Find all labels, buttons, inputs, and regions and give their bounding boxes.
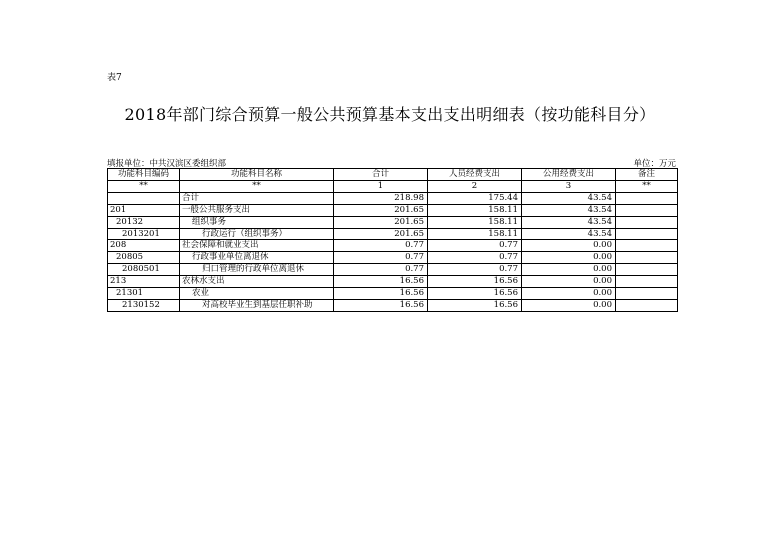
cell-note [616, 228, 678, 240]
budget-table [107, 168, 678, 312]
table-row [108, 288, 678, 300]
index-row [108, 180, 678, 192]
cell-total: 0.77 [334, 240, 428, 252]
header-name: 功能科目名称 [180, 169, 334, 181]
cell-name: 对高校毕业生到基层任职补助 [180, 299, 334, 311]
cell-code: 208 [108, 240, 180, 252]
cell-personnel: 158.11 [428, 204, 522, 216]
cell-note [616, 299, 678, 311]
cell-note [616, 276, 678, 288]
cell-name: 行政运行（组织事务） [180, 228, 334, 240]
index-name: ** [180, 180, 334, 192]
cell-total: 16.56 [334, 299, 428, 311]
index-note: ** [616, 180, 678, 192]
index-personnel: 2 [428, 180, 522, 192]
cell-personnel: 16.56 [428, 288, 522, 300]
cell-total: 218.98 [334, 192, 428, 204]
cell-note [616, 240, 678, 252]
cell-personnel: 16.56 [428, 299, 522, 311]
cell-total: 201.65 [334, 228, 428, 240]
cell-code: 2130152 [108, 299, 180, 311]
cell-note [616, 204, 678, 216]
cell-public: 0.00 [522, 264, 616, 276]
cell-personnel: 0.77 [428, 252, 522, 264]
table-number: 表7 [107, 73, 122, 83]
header-public: 公用经费支出 [522, 169, 616, 181]
cell-name: 归口管理的行政单位离退休 [180, 264, 334, 276]
cell-note [616, 252, 678, 264]
cell-code: 201 [108, 204, 180, 216]
cell-public: 0.00 [522, 240, 616, 252]
cell-total: 201.65 [334, 216, 428, 228]
index-code: ** [108, 180, 180, 192]
cell-public: 43.54 [522, 228, 616, 240]
cell-public: 43.54 [522, 192, 616, 204]
cell-total: 16.56 [334, 288, 428, 300]
cell-total: 0.77 [334, 252, 428, 264]
cell-name: 农业 [180, 288, 334, 300]
cell-name: 农林水支出 [180, 276, 334, 288]
cell-code: 21301 [108, 288, 180, 300]
cell-personnel: 0.77 [428, 240, 522, 252]
cell-note [616, 216, 678, 228]
cell-personnel: 0.77 [428, 264, 522, 276]
page-title: 2018年部门综合预算一般公共预算基本支出支出明细表（按功能科目分） [124, 105, 656, 124]
cell-personnel: 158.11 [428, 216, 522, 228]
reporting-unit: 填报单位：中共汉滨区委组织部 [107, 159, 227, 169]
table-row [108, 204, 678, 216]
header-row [108, 169, 678, 181]
cell-personnel: 175.44 [428, 192, 522, 204]
index-public: 3 [522, 180, 616, 192]
cell-total: 201.65 [334, 204, 428, 216]
cell-code: 20805 [108, 252, 180, 264]
cell-note [616, 264, 678, 276]
table-row [108, 264, 678, 276]
cell-public: 0.00 [522, 276, 616, 288]
cell-name: 社会保障和就业支出 [180, 240, 334, 252]
cell-name: 一般公共服务支出 [180, 204, 334, 216]
cell-public: 0.00 [522, 288, 616, 300]
table-row [108, 240, 678, 252]
table-row [108, 299, 678, 311]
cell-public: 43.54 [522, 204, 616, 216]
cell-name: 组织事务 [180, 216, 334, 228]
header-code: 功能科目编码 [108, 169, 180, 181]
cell-code: 2013201 [108, 228, 180, 240]
index-total: 1 [334, 180, 428, 192]
cell-personnel: 158.11 [428, 228, 522, 240]
cell-note [616, 288, 678, 300]
unit-label: 单位：万元 [633, 159, 676, 169]
cell-code: 213 [108, 276, 180, 288]
cell-name: 合计 [180, 192, 334, 204]
header-total: 合计 [334, 169, 428, 181]
cell-code: 20132 [108, 216, 180, 228]
cell-public: 0.00 [522, 299, 616, 311]
table-row [108, 228, 678, 240]
cell-public: 0.00 [522, 252, 616, 264]
header-personnel: 人员经费支出 [428, 169, 522, 181]
table-row [108, 192, 678, 204]
cell-total: 0.77 [334, 264, 428, 276]
table-row [108, 252, 678, 264]
cell-name: 行政事业单位离退休 [180, 252, 334, 264]
cell-code: 2080501 [108, 264, 180, 276]
cell-public: 43.54 [522, 216, 616, 228]
cell-code [108, 192, 180, 204]
cell-personnel: 16.56 [428, 276, 522, 288]
table-row [108, 216, 678, 228]
cell-total: 16.56 [334, 276, 428, 288]
header-note: 备注 [616, 169, 678, 181]
cell-note [616, 192, 678, 204]
table-row [108, 276, 678, 288]
